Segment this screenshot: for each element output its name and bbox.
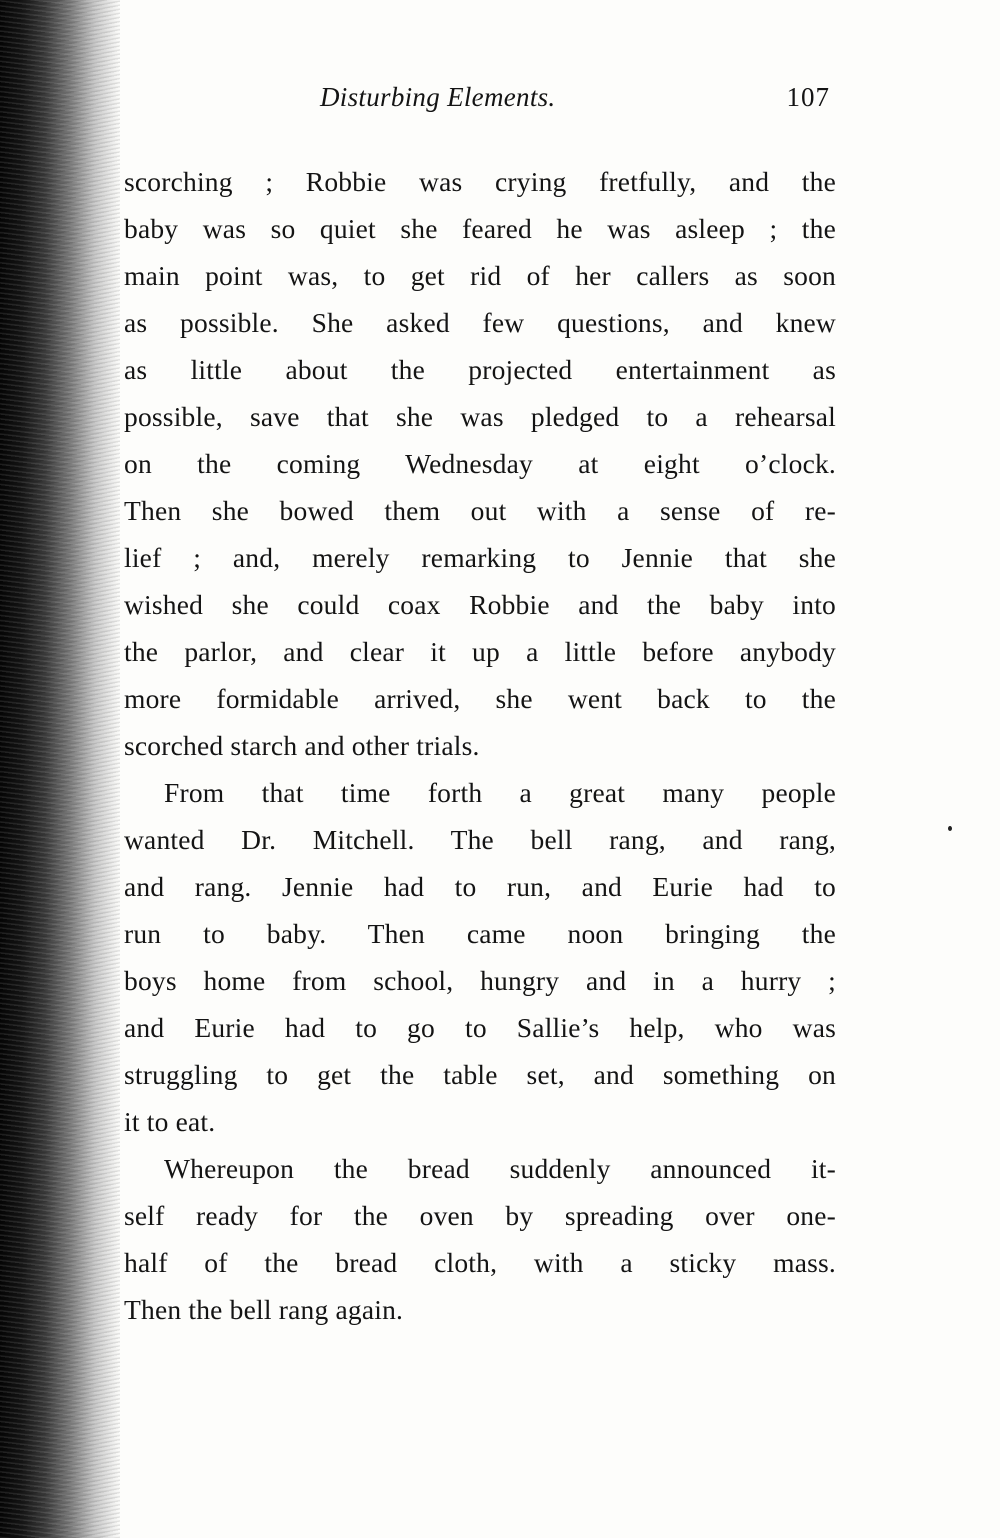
text-line: baby was so quiet she feared he was asleep ; the	[124, 213, 836, 244]
text-line: Whereupon the bread suddenly announced it-	[164, 1153, 836, 1184]
text-line: lief ; and, merely remarking to Jennie that she	[124, 542, 836, 573]
text-line: on the coming Wednesday at eight o’clock.	[124, 448, 836, 479]
text-line: and rang. Jennie had to run, and Eurie had to	[124, 871, 836, 902]
running-title: Disturbing Elements.	[320, 82, 556, 112]
text-line: main point was, to get rid of her callers as soon	[124, 260, 836, 291]
text-line: self ready for the oven by spreading over one-	[124, 1200, 836, 1231]
text-line: as little about the projected entertainment as	[124, 354, 836, 385]
page-header	[320, 82, 830, 122]
text-line: as possible. She asked few questions, and knew	[124, 307, 836, 338]
body-text	[124, 158, 836, 1333]
page-number: 107	[786, 82, 830, 112]
ink-speck	[948, 826, 952, 831]
text-line: more formidable arrived, she went back to the	[124, 683, 836, 714]
text-line: scorching ; Robbie was crying fretfully, and the	[124, 166, 836, 197]
text-line: run to baby. Then came noon bringing the	[124, 918, 836, 949]
text-line: the parlor, and clear it up a little before anybody	[124, 636, 836, 667]
text-line: wanted Dr. Mitchell. The bell rang, and rang,	[124, 824, 836, 855]
text-line: boys home from school, hungry and in a hurry ;	[124, 965, 836, 996]
text-line: Then the bell rang again.	[124, 1294, 404, 1325]
text-line: From that time forth a great many people	[164, 777, 836, 808]
text-line: and Eurie had to go to Sallie’s help, who was	[124, 1012, 836, 1043]
text-line: possible, save that she was pledged to a rehearsal	[124, 401, 836, 432]
text-line: wished she could coax Robbie and the baby into	[124, 589, 836, 620]
text-line: struggling to get the table set, and something on	[124, 1059, 836, 1090]
text-line: half of the bread cloth, with a sticky mass.	[124, 1247, 836, 1278]
text-line: scorched starch and other trials.	[124, 730, 480, 761]
text-line: it to eat.	[124, 1106, 216, 1137]
text-line: Then she bowed them out with a sense of re-	[124, 495, 836, 526]
binding-edge-shadow	[0, 0, 120, 1538]
